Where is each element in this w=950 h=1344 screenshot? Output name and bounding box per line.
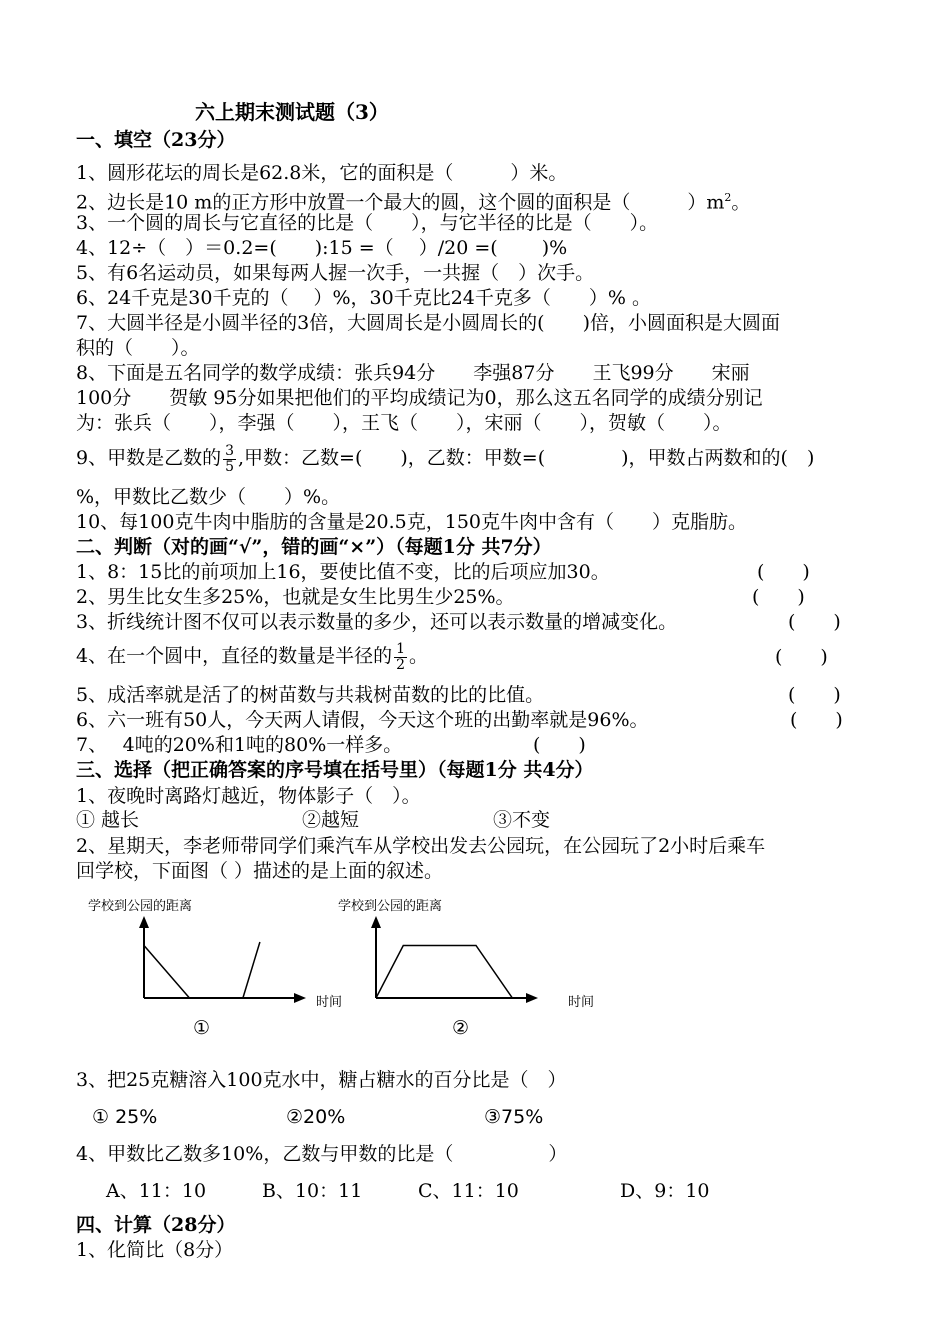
choice-3-option-2: ②20% [286, 1106, 346, 1128]
section-2-heading: 二、判断（对的画“√”，错的画“×”）（每题1分 共7分） [76, 536, 552, 558]
choice-1-option-1: ① 越长 [76, 809, 140, 831]
chart-2-series-line [376, 946, 512, 999]
question-1-7-line2: 积的（ ）。 [76, 337, 200, 359]
chart-2-ylabel: 学校到公园的距离 [338, 899, 443, 914]
fraction-three-fifths: $\frac{3}{5}$ [225, 442, 235, 475]
section-1-heading: 一、填空（23分） [76, 129, 236, 151]
chart-2-label: ② [452, 1017, 470, 1039]
chart-2-x-arrow [526, 993, 538, 1003]
chart-1-y-arrow [139, 916, 149, 928]
question-1-6: 6、24千克是30千克的（ ）%，30千克比24千克多（ ）% 。 [76, 287, 651, 309]
question-1-9-line2: %，甲数比乙数少（ ）%。 [76, 486, 341, 508]
choice-4-option-b: B、10：11 [262, 1180, 363, 1202]
chart-1-label: ① [193, 1017, 211, 1039]
section-4-heading: 四、计算（28分） [76, 1214, 236, 1236]
choice-4-option-c: C、11：10 [418, 1180, 519, 1202]
choice-1-option-3: ③不变 [493, 809, 551, 831]
question-1-8-line2: 100分 贺敏 95分如果把他们的平均成绩记为0，那么这五名同学的成绩分别记 [76, 387, 763, 409]
judge-3: 3、折线统计图不仅可以表示数量的多少，还可以表示数量的增减变化。 [76, 611, 678, 633]
judge-2: 2、男生比女生多25%，也就是女生比男生少25%。 [76, 586, 515, 608]
fraction-one-half: $\frac{1}{2}$ [396, 640, 406, 673]
judge-6: 6、六一班有50人，今天两人请假，今天这个班的出勤率就是96%。 [76, 709, 649, 731]
choice-3: 3、把25克糖溶入100克水中，糖占糖水的百分比是（ ） [76, 1069, 567, 1091]
choice-1: 1、夜晚时离路灯越近，物体影子（ ）。 [76, 785, 421, 807]
choice-1-option-2: ②越短 [302, 809, 360, 831]
choice-2-line1: 2、星期天，李老师带同学们乘汽车从学校出发去公园玩，在公园玩了2小时后乘车 [76, 835, 766, 857]
chart-1 [76, 900, 356, 1050]
chart-1-series-return [243, 942, 260, 998]
judge-1: 1、8：15比的前项加上16，要使比值不变，比的后项应加30。 [76, 561, 610, 583]
judge-3-paren: ( ) [788, 611, 841, 633]
chart-1-series-line [144, 946, 235, 999]
judge-6-paren: ( ) [790, 709, 843, 731]
chart-2-y-arrow [371, 916, 381, 928]
calc-1: 1、化简比（8分） [76, 1239, 234, 1261]
chart-1-x-arrow [294, 993, 306, 1003]
question-1-9-line1: 9、甲数是乙数的 $\frac{3}{5}$ ,甲数：乙数=( )，乙数：甲数=( )，甲数占两数和的( ) [76, 442, 815, 475]
choice-3-option-1: ① 25% [92, 1106, 158, 1128]
section-3-heading: 三、选择（把正确答案的序号填在括号里）（每题1分 共4分） [76, 759, 594, 781]
choice-4-option-d: D、9：10 [620, 1180, 710, 1202]
question-1-8-line1: 8、下面是五名同学的数学成绩：张兵94分 李强87分 王飞99分 宋丽 [76, 362, 750, 384]
question-1-10: 10、每100克牛肉中脂肪的含量是20.5克，150克牛肉中含有（ ）克脂肪。 [76, 511, 748, 533]
judge-5-paren: ( ) [788, 684, 841, 706]
page-title: 六上期末测试题（3） [195, 100, 389, 124]
question-1-3: 3、一个圆的周长与它直径的比是（ ），与它半径的比是（ ）。 [76, 212, 659, 234]
question-1-5: 5、有6名运动员，如果每两人握一次手，一共握（ ）次手。 [76, 262, 595, 284]
judge-7-paren: ( ) [533, 734, 586, 756]
choice-4-option-a: A、11：10 [106, 1180, 207, 1202]
choice-3-option-3: ③75% [484, 1106, 544, 1128]
question-1-4: 4、12÷（ ）＝0.2=( ):15 =（ ）/20 =( )% [76, 237, 568, 259]
chart-1-xlabel: 时间 [316, 995, 343, 1010]
judge-1-paren: ( ) [757, 561, 810, 583]
question-1-1: 1、圆形花坛的周长是62.8米，它的面积是（ ）米。 [76, 162, 568, 184]
judge-7: 7、 4吨的20%和1吨的80%一样多。 [76, 734, 403, 756]
chart-2-xlabel: 时间 [568, 995, 595, 1010]
chart-2 [330, 900, 610, 1050]
chart-1-ylabel: 学校到公园的距离 [88, 899, 193, 914]
choice-2-line2: 回学校，下面图（ ）描述的是上面的叙述。 [76, 860, 444, 882]
judge-5: 5、成活率就是活了的树苗数与共栽树苗数的比的比值。 [76, 684, 545, 706]
choice-4: 4、甲数比乙数多10%，乙数与甲数的比是（ ） [76, 1143, 568, 1165]
question-1-8-line3: 为：张兵（ ），李强（ ），王飞（ ），宋丽（ ），贺敏（ ）。 [76, 412, 732, 434]
judge-2-paren: ( ) [752, 586, 805, 608]
question-1-7-line1: 7、大圆半径是小圆半径的3倍，大圆周长是小圆周长的( )倍，小圆面积是大圆面 [76, 312, 781, 334]
judge-4: 4、在一个圆中，直径的数量是半径的 $\frac{1}{2}$ 。 [76, 640, 429, 673]
judge-4-paren: ( ) [775, 646, 828, 668]
question-1-2: 2、边长是10 m的正方形中放置一个最大的圆，这个圆的面积是（ ）$m^2$。 [76, 191, 751, 214]
